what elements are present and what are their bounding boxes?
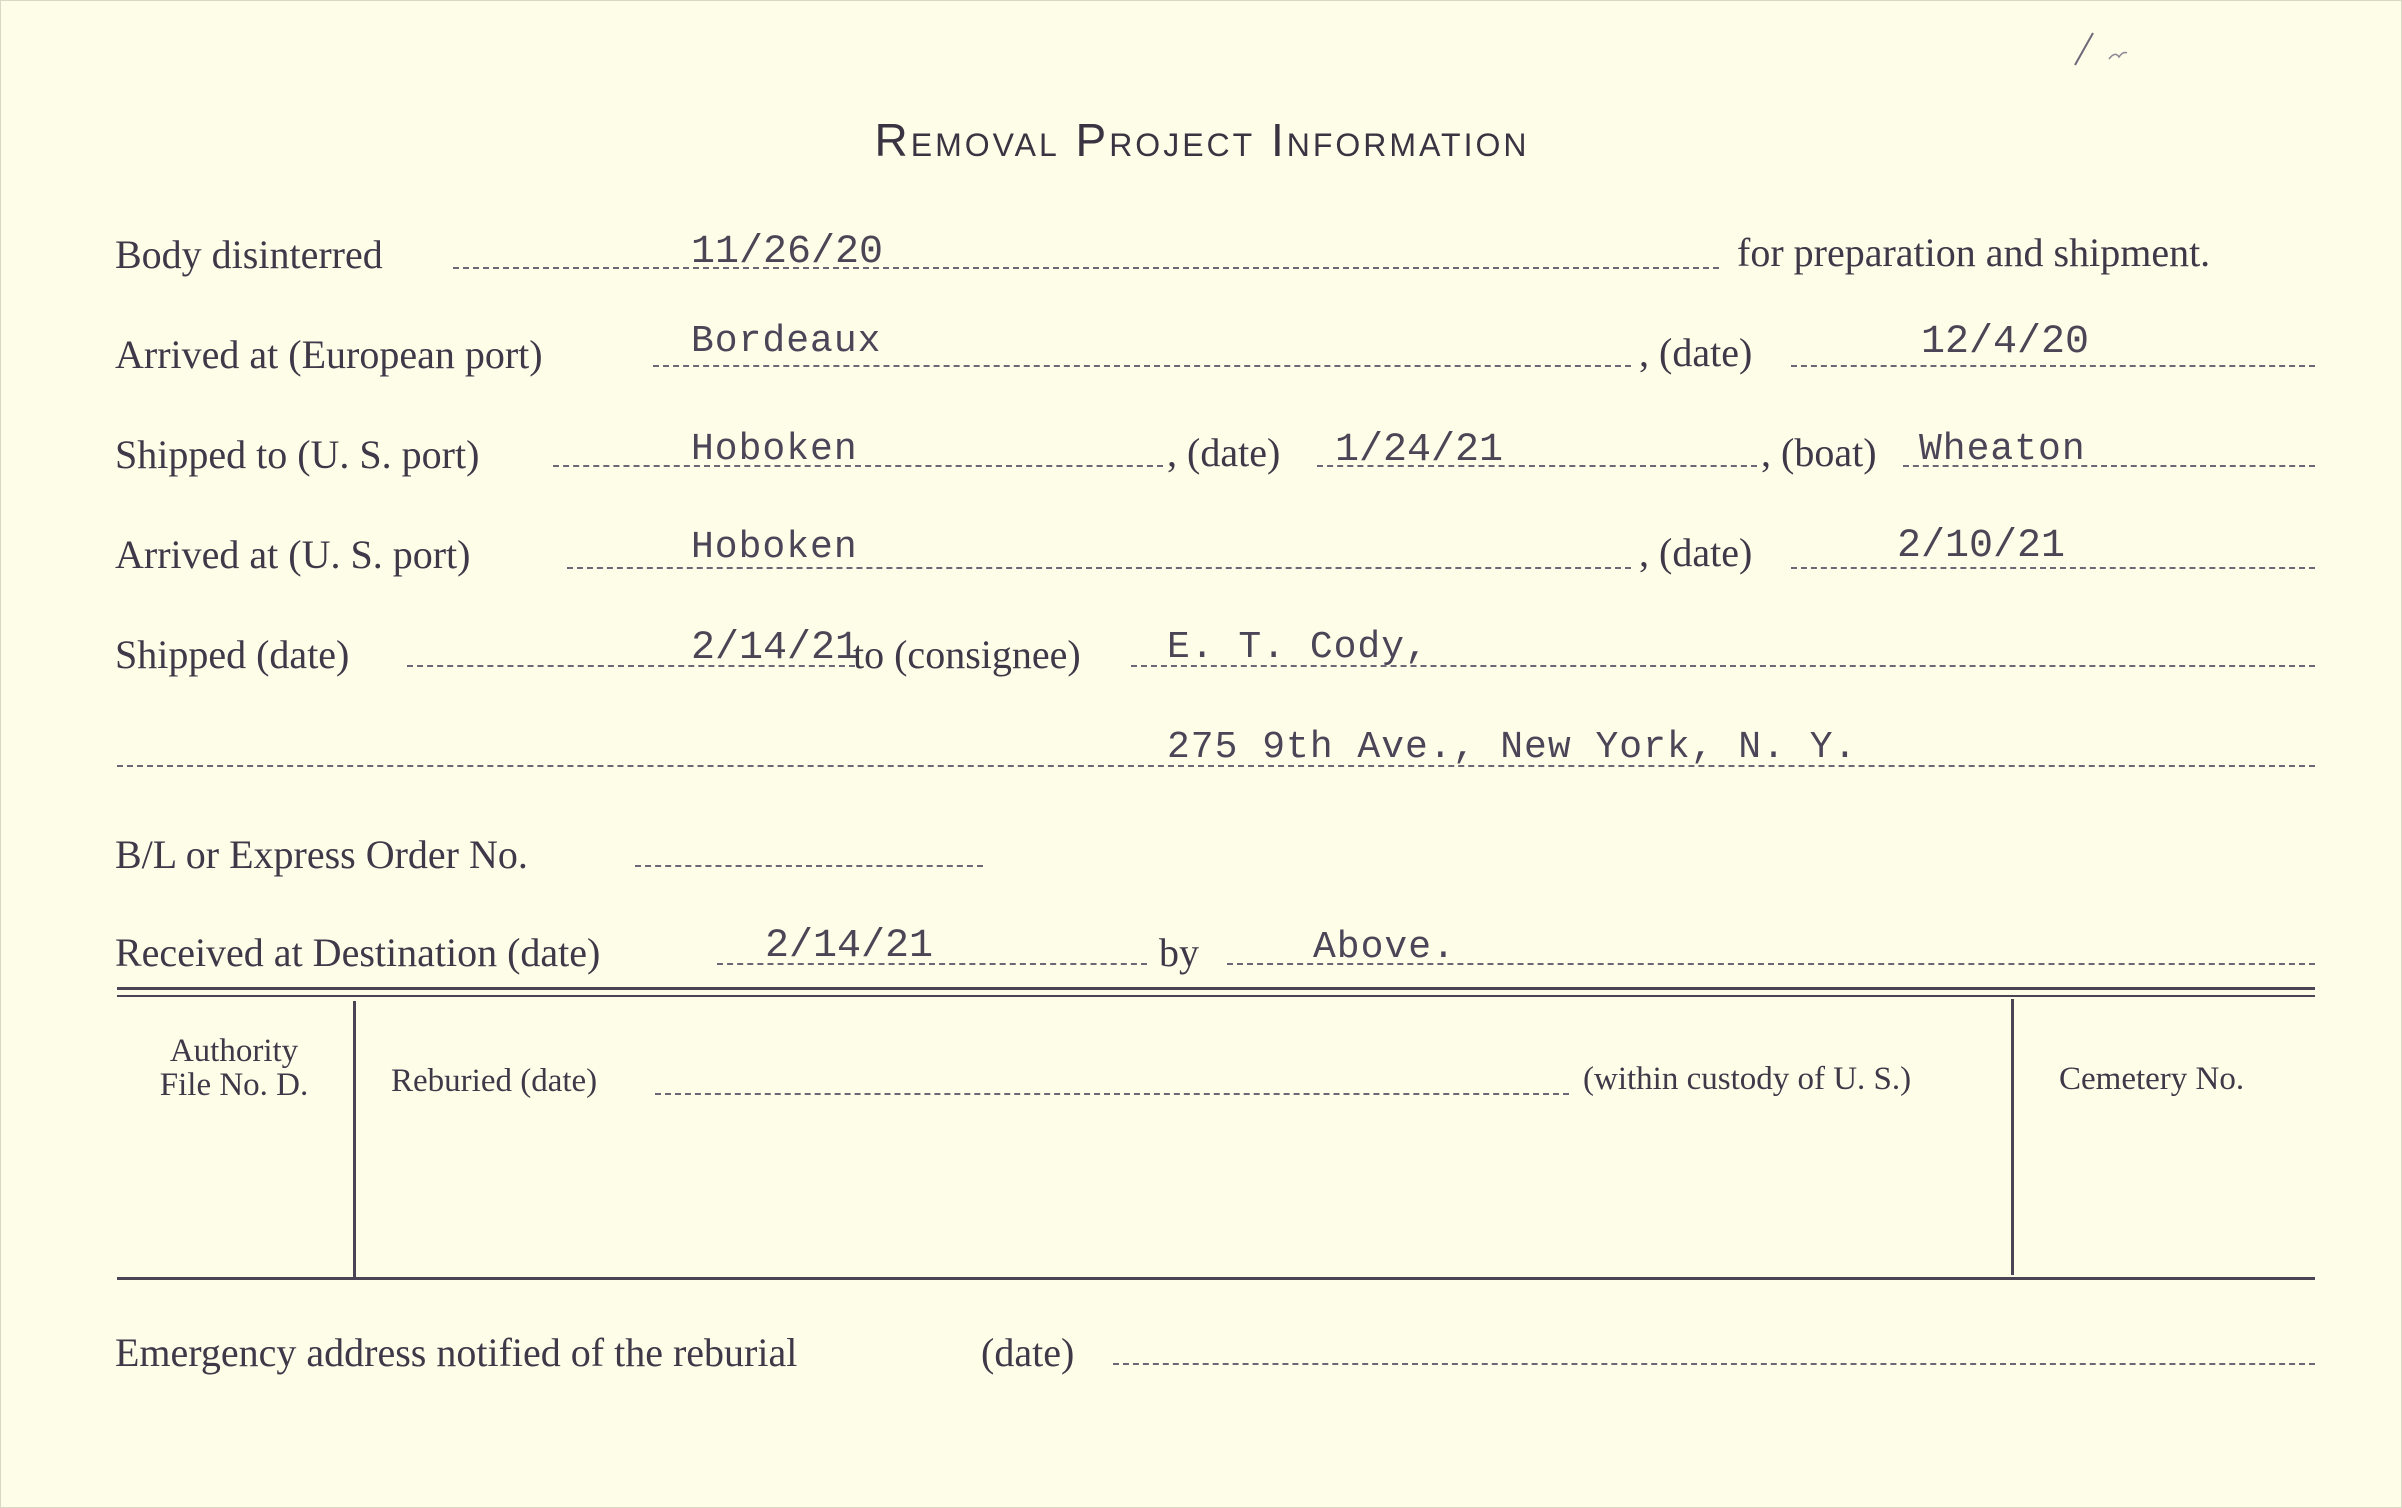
label-received-destination: Received at Destination (date) — [115, 930, 601, 975]
leader-line — [453, 267, 1719, 269]
value-received-by: Above. — [1313, 926, 1456, 969]
leader-line — [553, 465, 1163, 467]
label-emergency-date: (date) — [981, 1330, 1075, 1375]
label-shipped-date: Shipped (date) — [115, 632, 350, 677]
value-shipped-date: 1/24/21 — [1335, 428, 1504, 473]
label-by: by — [1159, 930, 1199, 975]
label-date-text: (date) — [1659, 530, 1753, 575]
leader-line — [1791, 365, 2315, 367]
label-boat-text: (boat) — [1781, 430, 1877, 475]
label-custody: (within custody of U. S.) — [1583, 1061, 1912, 1097]
value-us-port-arrived: Hoboken — [691, 526, 858, 569]
label-arrived-european: Arrived at (European port) — [115, 332, 543, 377]
label-to-consignee: to (consignee) — [853, 632, 1081, 677]
column-divider — [2011, 999, 2014, 1275]
value-consignee-address: 275 9th Ave., New York, N. Y. — [1167, 726, 1858, 769]
value-disinterred-date: 11/26/20 — [691, 230, 884, 275]
value-us-port-shipped: Hoboken — [691, 428, 858, 471]
leader-line — [653, 365, 1631, 367]
label-shipped-to-us: Shipped to (U. S. port) — [115, 432, 480, 477]
value-boat: Wheaton — [1919, 428, 2086, 471]
value-european-port: Bordeaux — [691, 320, 882, 363]
value-arrived-date: 2/10/21 — [1897, 524, 2066, 569]
value-received-date: 2/14/21 — [765, 924, 934, 969]
value-shipped-consignee-date: 2/14/21 — [691, 626, 860, 671]
value-consignee: E. T. Cody, — [1167, 626, 1429, 669]
label-body-disinterred: Body disinterred — [115, 232, 383, 277]
label-arrived-us: Arrived at (U. S. port) — [115, 532, 471, 577]
label-bl-express: B/L or Express Order No. — [115, 832, 528, 877]
label-date-text: (date) — [1187, 430, 1281, 475]
label-boat: , (boat) — [1761, 430, 1877, 475]
label-date: , (date) — [1167, 430, 1281, 475]
divider-rule — [117, 987, 2315, 990]
card-title: Removal Project Information — [874, 114, 1530, 166]
label-file-no: File No. D. — [159, 1067, 309, 1103]
label-date: , (date) — [1639, 530, 1753, 575]
label-cemetery-no: Cemetery No. — [2059, 1061, 2245, 1097]
leader-line — [655, 1093, 1569, 1095]
label-date-text: (date) — [1659, 330, 1753, 375]
label-authority: Authority — [169, 1033, 299, 1069]
label-reburied: Reburied (date) — [391, 1063, 598, 1099]
column-divider — [353, 1001, 356, 1277]
divider-rule — [117, 995, 2315, 997]
pencil-mark-icon — [2071, 29, 2131, 69]
label-for-preparation: for preparation and shipment. — [1737, 230, 2211, 275]
leader-line — [1113, 1363, 2315, 1365]
label-date: , (date) — [1639, 330, 1753, 375]
table-bottom-rule — [117, 1277, 2315, 1280]
label-emergency: Emergency address notified of the reburial — [115, 1330, 798, 1375]
leader-line — [635, 865, 983, 867]
value-european-date: 12/4/20 — [1921, 320, 2090, 365]
